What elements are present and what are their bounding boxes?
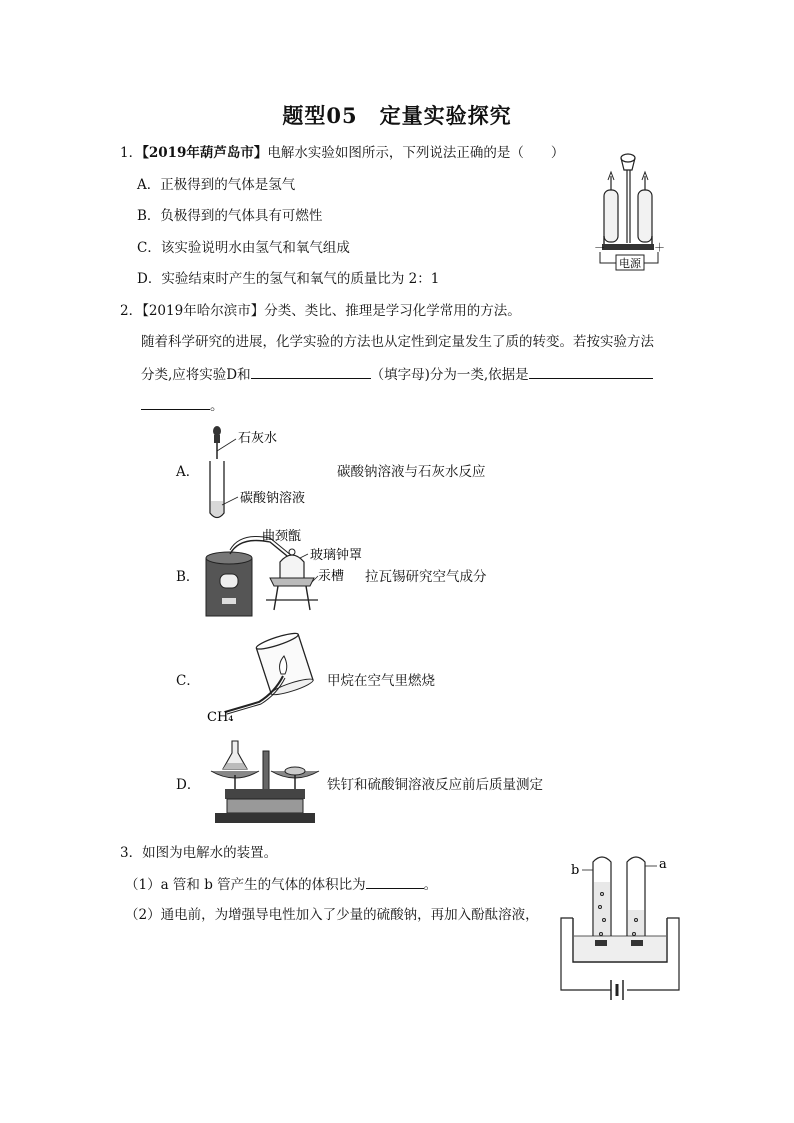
exp-a-figure	[200, 425, 330, 525]
exp-b-description: 拉瓦锡研究空气成分	[365, 569, 487, 585]
q1-stem-line	[120, 143, 564, 163]
exp-a-description: 碳酸钠溶液与石灰水反应	[337, 464, 486, 480]
q3-electrolysis-figure	[555, 852, 690, 1007]
q2-paragraph-part2: （填字母)分为一类,依据是	[370, 367, 529, 383]
exp-c-figure	[205, 630, 325, 725]
q2-paragraph-line1: 随着科学研究的进展，化学实验的方法也从定性到定量发生了质的转变。若按实验方法	[141, 334, 654, 350]
q1-option-c[interactable]: C．该实验说明水由氢气和氧气组成	[137, 240, 350, 256]
exp-d-description: 铁钉和硫酸铜溶液反应前后质量测定	[327, 777, 543, 793]
q3-sub1-line	[125, 874, 437, 895]
q3-sub1-period: 。	[423, 877, 438, 893]
q2-answer-blank-1[interactable]	[251, 364, 371, 379]
q2-answer-blank-3[interactable]	[141, 395, 210, 410]
q2-period: 。	[210, 398, 224, 414]
q2-paragraph-line2	[141, 364, 653, 385]
q2-source: 【2019年哈尔滨市】	[142, 303, 265, 319]
exp-c-label-methane: CH₄	[207, 710, 234, 725]
q2-paragraph-part1: 分类,应将实验D和	[141, 367, 251, 383]
q1-electrolysis-figure	[592, 148, 672, 273]
exp-c-letter: C．	[176, 673, 200, 689]
exp-b-label-bell-jar: 玻璃钟罩	[310, 548, 363, 563]
minus-sign: －	[594, 241, 605, 254]
exp-a-label-sodium-carbonate: 碳酸钠溶液	[240, 491, 306, 506]
exp-a-letter: A．	[176, 464, 200, 480]
q3-stem: 如图为电解水的装置。	[142, 845, 278, 861]
q3-label-a: a	[659, 857, 667, 872]
q3-number: 3．	[120, 845, 143, 861]
exp-b-figure	[200, 528, 363, 620]
exp-b-letter: B．	[176, 569, 200, 585]
q3-answer-blank[interactable]	[366, 874, 424, 889]
exp-d-letter: D．	[176, 777, 201, 793]
page-title: 题型05 定量实验探究	[282, 103, 512, 128]
exp-b-label-mercury-trough: 汞槽	[318, 569, 345, 584]
q1-option-a[interactable]: A．正极得到的气体是氢气	[137, 177, 296, 193]
exp-a-label-limewater: 石灰水	[238, 431, 278, 446]
q1-source: 【2019年葫芦岛市】	[142, 145, 268, 161]
q2-answer-blank-2[interactable]	[529, 364, 653, 379]
exp-b-label-retort: 曲颈甑	[262, 529, 302, 544]
q3-label-b: b	[571, 863, 580, 878]
q1-number: 1．	[120, 145, 143, 161]
exp-c-description: 甲烷在空气里燃烧	[327, 673, 435, 689]
q3-stem-line	[120, 843, 277, 863]
q2-number: 2．	[120, 303, 143, 319]
power-source-label: 电源	[619, 257, 641, 270]
q1-option-b[interactable]: B．负极得到的气体具有可燃性	[137, 208, 323, 224]
q3-sub2-text: （2）通电前，为增强导电性加入了少量的硫酸钠，再加入酚酞溶液，	[125, 907, 539, 923]
exp-d-figure	[205, 735, 325, 830]
plus-sign: ＋	[654, 241, 665, 254]
q2-stem-line	[120, 301, 521, 321]
q3-sub1-text: （1）a 管和 b 管产生的气体的体积比为	[125, 877, 366, 893]
q2-paragraph-line3	[141, 395, 224, 416]
q1-option-d[interactable]: D．实验结束时产生的氢气和氧气的质量比为 2：1	[137, 271, 440, 287]
q1-stem: 电解水实验如图所示，下列说法正确的是（ ）	[267, 145, 565, 161]
q2-stem: 分类、类比、推理是学习化学常用的方法。	[264, 303, 521, 319]
